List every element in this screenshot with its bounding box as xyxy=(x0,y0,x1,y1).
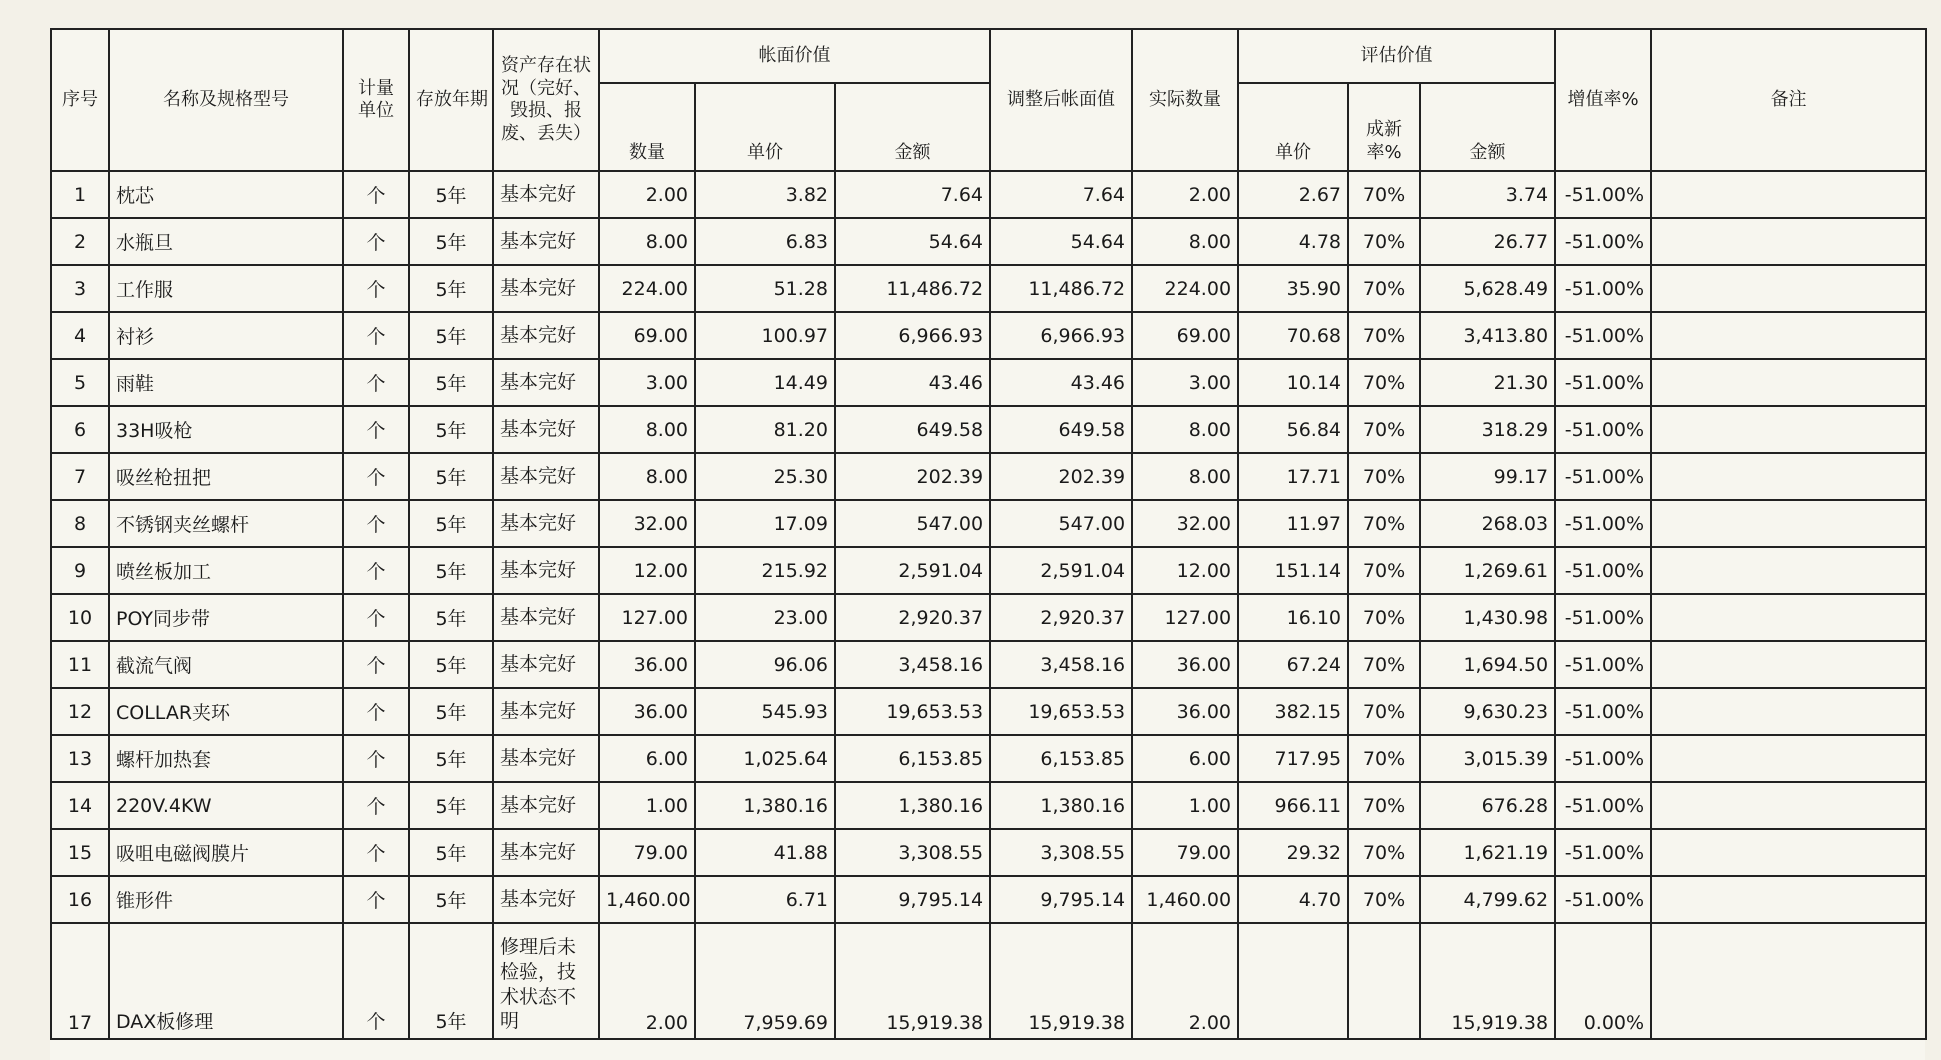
header-seq: 序号 xyxy=(51,29,109,171)
book-qty-cell: 2.00 xyxy=(599,923,695,1039)
eval-amount-cell: 3,015.39 xyxy=(1420,735,1555,782)
seq-cell: 7 xyxy=(51,453,109,500)
eval-amount-cell: 1,694.50 xyxy=(1420,641,1555,688)
eval-rate-cell: 70% xyxy=(1348,453,1420,500)
eval-amount-cell: 1,621.19 xyxy=(1420,829,1555,876)
adjusted-cell: 2,920.37 xyxy=(990,594,1132,641)
actual-qty-cell: 12.00 xyxy=(1132,547,1238,594)
book-qty-cell: 1,460.00 xyxy=(599,876,695,923)
eval-amount-cell: 9,630.23 xyxy=(1420,688,1555,735)
seq-cell: 13 xyxy=(51,735,109,782)
actual-qty-cell: 36.00 xyxy=(1132,688,1238,735)
remarks-cell xyxy=(1651,688,1926,735)
book-price-cell: 545.93 xyxy=(695,688,835,735)
eval-amount-cell: 99.17 xyxy=(1420,453,1555,500)
remarks-cell xyxy=(1651,359,1926,406)
book-price-cell: 3.82 xyxy=(695,171,835,218)
years-cell: 5年 xyxy=(409,547,493,594)
remarks-cell xyxy=(1651,876,1926,923)
remarks-cell xyxy=(1651,312,1926,359)
table-row xyxy=(51,500,1926,547)
eval-rate-cell: 70% xyxy=(1348,406,1420,453)
book-qty-cell: 3.00 xyxy=(599,359,695,406)
eval-price-cell xyxy=(1238,923,1348,1039)
unit-cell: 个 xyxy=(343,312,409,359)
table-row xyxy=(51,265,1926,312)
table-row xyxy=(51,218,1926,265)
adjusted-cell: 43.46 xyxy=(990,359,1132,406)
actual-qty-cell: 3.00 xyxy=(1132,359,1238,406)
actual-qty-cell: 8.00 xyxy=(1132,218,1238,265)
eval-price-cell: 4.70 xyxy=(1238,876,1348,923)
eval-price-cell: 11.97 xyxy=(1238,500,1348,547)
remarks-cell xyxy=(1651,782,1926,829)
book-amount-cell: 1,380.16 xyxy=(835,782,990,829)
eval-price-cell: 4.78 xyxy=(1238,218,1348,265)
table-row xyxy=(51,688,1926,735)
adjusted-cell: 11,486.72 xyxy=(990,265,1132,312)
table-row xyxy=(51,735,1926,782)
header-increase-rate: 增值率% xyxy=(1555,29,1651,171)
increase-rate-cell: 0.00% xyxy=(1555,923,1651,1039)
header-years: 存放年期 xyxy=(409,29,493,171)
name-cell: 喷丝板加工 xyxy=(109,547,343,594)
status-cell: 基本完好 xyxy=(493,500,599,547)
status-cell: 基本完好 xyxy=(493,406,599,453)
remarks-cell xyxy=(1651,500,1926,547)
book-qty-cell: 12.00 xyxy=(599,547,695,594)
actual-qty-cell: 127.00 xyxy=(1132,594,1238,641)
status-cell: 基本完好 xyxy=(493,359,599,406)
remarks-cell xyxy=(1651,735,1926,782)
years-cell: 5年 xyxy=(409,688,493,735)
increase-rate-cell: -51.00% xyxy=(1555,782,1651,829)
eval-amount-cell: 3.74 xyxy=(1420,171,1555,218)
name-cell: 雨鞋 xyxy=(109,359,343,406)
adjusted-cell: 1,380.16 xyxy=(990,782,1132,829)
name-cell: 锥形件 xyxy=(109,876,343,923)
book-price-cell: 1,025.64 xyxy=(695,735,835,782)
name-cell: DAX板修理 xyxy=(109,923,343,1039)
remarks-cell xyxy=(1651,923,1926,1039)
seq-cell: 8 xyxy=(51,500,109,547)
eval-amount-cell: 21.30 xyxy=(1420,359,1555,406)
eval-rate-cell: 70% xyxy=(1348,735,1420,782)
years-cell: 5年 xyxy=(409,171,493,218)
remarks-cell xyxy=(1651,641,1926,688)
book-price-cell: 41.88 xyxy=(695,829,835,876)
eval-price-cell: 966.11 xyxy=(1238,782,1348,829)
unit-cell: 个 xyxy=(343,923,409,1039)
book-amount-cell: 3,308.55 xyxy=(835,829,990,876)
name-cell: 不锈钢夹丝螺杆 xyxy=(109,500,343,547)
unit-cell: 个 xyxy=(343,782,409,829)
book-qty-cell: 8.00 xyxy=(599,218,695,265)
remarks-cell xyxy=(1651,453,1926,500)
status-cell: 修理后未检验，技术状态不明 xyxy=(493,923,599,1039)
eval-amount-cell: 1,430.98 xyxy=(1420,594,1555,641)
book-price-cell: 17.09 xyxy=(695,500,835,547)
eval-price-cell: 67.24 xyxy=(1238,641,1348,688)
book-amount-cell: 54.64 xyxy=(835,218,990,265)
remarks-cell xyxy=(1651,594,1926,641)
actual-qty-cell: 1,460.00 xyxy=(1132,876,1238,923)
eval-price-cell: 151.14 xyxy=(1238,547,1348,594)
table-row xyxy=(51,594,1926,641)
remarks-cell xyxy=(1651,547,1926,594)
book-price-cell: 14.49 xyxy=(695,359,835,406)
increase-rate-cell: -51.00% xyxy=(1555,594,1651,641)
eval-rate-cell xyxy=(1348,923,1420,1039)
book-qty-cell: 2.00 xyxy=(599,171,695,218)
book-qty-cell: 32.00 xyxy=(599,500,695,547)
book-price-cell: 6.71 xyxy=(695,876,835,923)
name-cell: POY同步带 xyxy=(109,594,343,641)
book-price-cell: 1,380.16 xyxy=(695,782,835,829)
table-row xyxy=(51,453,1926,500)
name-cell: 工作服 xyxy=(109,265,343,312)
increase-rate-cell: -51.00% xyxy=(1555,547,1651,594)
eval-rate-cell: 70% xyxy=(1348,265,1420,312)
table-body xyxy=(51,171,1926,1039)
eval-price-cell: 382.15 xyxy=(1238,688,1348,735)
eval-amount-cell: 4,799.62 xyxy=(1420,876,1555,923)
status-cell: 基本完好 xyxy=(493,547,599,594)
table-row xyxy=(51,782,1926,829)
actual-qty-cell: 224.00 xyxy=(1132,265,1238,312)
header-book-amount: 金额 xyxy=(835,83,990,171)
seq-cell: 5 xyxy=(51,359,109,406)
book-amount-cell: 15,919.38 xyxy=(835,923,990,1039)
status-cell: 基本完好 xyxy=(493,641,599,688)
book-price-cell: 23.00 xyxy=(695,594,835,641)
eval-price-cell: 29.32 xyxy=(1238,829,1348,876)
eval-rate-cell: 70% xyxy=(1348,218,1420,265)
seq-cell: 2 xyxy=(51,218,109,265)
table-row xyxy=(51,406,1926,453)
years-cell: 5年 xyxy=(409,641,493,688)
table-row xyxy=(51,641,1926,688)
actual-qty-cell: 32.00 xyxy=(1132,500,1238,547)
eval-rate-cell: 70% xyxy=(1348,641,1420,688)
increase-rate-cell: -51.00% xyxy=(1555,688,1651,735)
name-cell: 吸丝枪扭把 xyxy=(109,453,343,500)
remarks-cell xyxy=(1651,218,1926,265)
book-amount-cell: 2,591.04 xyxy=(835,547,990,594)
increase-rate-cell: -51.00% xyxy=(1555,406,1651,453)
unit-cell: 个 xyxy=(343,500,409,547)
header-actual-qty: 实际数量 xyxy=(1132,29,1238,171)
years-cell: 5年 xyxy=(409,735,493,782)
eval-price-cell: 35.90 xyxy=(1238,265,1348,312)
eval-rate-cell: 70% xyxy=(1348,782,1420,829)
book-price-cell: 7,959.69 xyxy=(695,923,835,1039)
book-price-cell: 100.97 xyxy=(695,312,835,359)
name-cell: 吸咀电磁阀膜片 xyxy=(109,829,343,876)
table-row xyxy=(51,829,1926,876)
book-price-cell: 6.83 xyxy=(695,218,835,265)
unit-cell: 个 xyxy=(343,359,409,406)
name-cell: 截流气阀 xyxy=(109,641,343,688)
increase-rate-cell: -51.00% xyxy=(1555,735,1651,782)
eval-amount-cell: 676.28 xyxy=(1420,782,1555,829)
increase-rate-cell: -51.00% xyxy=(1555,312,1651,359)
asset-valuation-sheet xyxy=(50,28,1925,1060)
name-cell: 螺杆加热套 xyxy=(109,735,343,782)
eval-rate-cell: 70% xyxy=(1348,829,1420,876)
eval-price-cell: 70.68 xyxy=(1238,312,1348,359)
increase-rate-cell: -51.00% xyxy=(1555,265,1651,312)
header-eval-amount: 金额 xyxy=(1420,83,1555,171)
years-cell: 5年 xyxy=(409,453,493,500)
seq-cell: 6 xyxy=(51,406,109,453)
book-amount-cell: 649.58 xyxy=(835,406,990,453)
eval-amount-cell: 3,413.80 xyxy=(1420,312,1555,359)
book-qty-cell: 79.00 xyxy=(599,829,695,876)
name-cell: COLLAR夹环 xyxy=(109,688,343,735)
eval-rate-cell: 70% xyxy=(1348,359,1420,406)
actual-qty-cell: 79.00 xyxy=(1132,829,1238,876)
eval-rate-cell: 70% xyxy=(1348,171,1420,218)
seq-cell: 10 xyxy=(51,594,109,641)
book-amount-cell: 7.64 xyxy=(835,171,990,218)
book-qty-cell: 6.00 xyxy=(599,735,695,782)
table-row xyxy=(51,171,1926,218)
actual-qty-cell: 69.00 xyxy=(1132,312,1238,359)
years-cell: 5年 xyxy=(409,312,493,359)
book-amount-cell: 2,920.37 xyxy=(835,594,990,641)
asset-valuation-table xyxy=(50,28,1927,1040)
eval-amount-cell: 1,269.61 xyxy=(1420,547,1555,594)
status-cell: 基本完好 xyxy=(493,829,599,876)
header-book-price: 单价 xyxy=(695,83,835,171)
eval-rate-cell: 70% xyxy=(1348,500,1420,547)
book-amount-cell: 202.39 xyxy=(835,453,990,500)
eval-price-cell: 2.67 xyxy=(1238,171,1348,218)
unit-cell: 个 xyxy=(343,547,409,594)
status-cell: 基本完好 xyxy=(493,782,599,829)
eval-rate-cell: 70% xyxy=(1348,594,1420,641)
unit-cell: 个 xyxy=(343,735,409,782)
unit-cell: 个 xyxy=(343,406,409,453)
seq-cell: 1 xyxy=(51,171,109,218)
book-price-cell: 96.06 xyxy=(695,641,835,688)
increase-rate-cell: -51.00% xyxy=(1555,359,1651,406)
table-row xyxy=(51,923,1926,1039)
actual-qty-cell: 8.00 xyxy=(1132,453,1238,500)
seq-cell: 9 xyxy=(51,547,109,594)
table-row xyxy=(51,359,1926,406)
eval-amount-cell: 268.03 xyxy=(1420,500,1555,547)
years-cell: 5年 xyxy=(409,265,493,312)
book-qty-cell: 127.00 xyxy=(599,594,695,641)
increase-rate-cell: -51.00% xyxy=(1555,171,1651,218)
years-cell: 5年 xyxy=(409,500,493,547)
header-book-qty: 数量 xyxy=(599,83,695,171)
eval-rate-cell: 70% xyxy=(1348,688,1420,735)
years-cell: 5年 xyxy=(409,406,493,453)
adjusted-cell: 9,795.14 xyxy=(990,876,1132,923)
book-qty-cell: 224.00 xyxy=(599,265,695,312)
years-cell: 5年 xyxy=(409,359,493,406)
eval-price-cell: 56.84 xyxy=(1238,406,1348,453)
adjusted-cell: 15,919.38 xyxy=(990,923,1132,1039)
book-amount-cell: 43.46 xyxy=(835,359,990,406)
unit-cell: 个 xyxy=(343,453,409,500)
header-adjusted: 调整后帐面值 xyxy=(990,29,1132,171)
header-name: 名称及规格型号 xyxy=(109,29,343,171)
increase-rate-cell: -51.00% xyxy=(1555,876,1651,923)
unit-cell: 个 xyxy=(343,641,409,688)
unit-cell: 个 xyxy=(343,829,409,876)
increase-rate-cell: -51.00% xyxy=(1555,453,1651,500)
seq-cell: 14 xyxy=(51,782,109,829)
years-cell: 5年 xyxy=(409,829,493,876)
eval-amount-cell: 15,919.38 xyxy=(1420,923,1555,1039)
table-row xyxy=(51,876,1926,923)
years-cell: 5年 xyxy=(409,923,493,1039)
eval-price-cell: 17.71 xyxy=(1238,453,1348,500)
increase-rate-cell: -51.00% xyxy=(1555,641,1651,688)
eval-amount-cell: 26.77 xyxy=(1420,218,1555,265)
book-qty-cell: 36.00 xyxy=(599,641,695,688)
adjusted-cell: 547.00 xyxy=(990,500,1132,547)
unit-cell: 个 xyxy=(343,218,409,265)
eval-amount-cell: 5,628.49 xyxy=(1420,265,1555,312)
seq-cell: 16 xyxy=(51,876,109,923)
header-eval-rate: 成新率% xyxy=(1348,83,1420,171)
adjusted-cell: 3,308.55 xyxy=(990,829,1132,876)
increase-rate-cell: -51.00% xyxy=(1555,829,1651,876)
actual-qty-cell: 2.00 xyxy=(1132,171,1238,218)
status-cell: 基本完好 xyxy=(493,171,599,218)
book-amount-cell: 6,966.93 xyxy=(835,312,990,359)
book-amount-cell: 3,458.16 xyxy=(835,641,990,688)
name-cell: 水瓶旦 xyxy=(109,218,343,265)
book-amount-cell: 19,653.53 xyxy=(835,688,990,735)
status-cell: 基本完好 xyxy=(493,218,599,265)
seq-cell: 11 xyxy=(51,641,109,688)
book-qty-cell: 8.00 xyxy=(599,453,695,500)
adjusted-cell: 649.58 xyxy=(990,406,1132,453)
adjusted-cell: 3,458.16 xyxy=(990,641,1132,688)
eval-price-cell: 16.10 xyxy=(1238,594,1348,641)
book-amount-cell: 547.00 xyxy=(835,500,990,547)
header-status: 资产存在状况（完好、毁损、报废、丢失） xyxy=(493,29,599,171)
adjusted-cell: 19,653.53 xyxy=(990,688,1132,735)
eval-price-cell: 717.95 xyxy=(1238,735,1348,782)
header-eval-value: 评估价值 xyxy=(1238,29,1555,83)
status-cell: 基本完好 xyxy=(493,312,599,359)
seq-cell: 15 xyxy=(51,829,109,876)
name-cell: 33H吸枪 xyxy=(109,406,343,453)
eval-price-cell: 10.14 xyxy=(1238,359,1348,406)
adjusted-cell: 202.39 xyxy=(990,453,1132,500)
adjusted-cell: 2,591.04 xyxy=(990,547,1132,594)
seq-cell: 3 xyxy=(51,265,109,312)
header-eval-price: 单价 xyxy=(1238,83,1348,171)
adjusted-cell: 54.64 xyxy=(990,218,1132,265)
status-cell: 基本完好 xyxy=(493,876,599,923)
remarks-cell xyxy=(1651,171,1926,218)
unit-cell: 个 xyxy=(343,688,409,735)
book-qty-cell: 69.00 xyxy=(599,312,695,359)
book-amount-cell: 9,795.14 xyxy=(835,876,990,923)
eval-rate-cell: 70% xyxy=(1348,547,1420,594)
actual-qty-cell: 6.00 xyxy=(1132,735,1238,782)
eval-amount-cell: 318.29 xyxy=(1420,406,1555,453)
actual-qty-cell: 36.00 xyxy=(1132,641,1238,688)
seq-cell: 12 xyxy=(51,688,109,735)
status-cell: 基本完好 xyxy=(493,735,599,782)
remarks-cell xyxy=(1651,829,1926,876)
book-qty-cell: 1.00 xyxy=(599,782,695,829)
book-amount-cell: 6,153.85 xyxy=(835,735,990,782)
book-amount-cell: 11,486.72 xyxy=(835,265,990,312)
book-qty-cell: 36.00 xyxy=(599,688,695,735)
actual-qty-cell: 2.00 xyxy=(1132,923,1238,1039)
remarks-cell xyxy=(1651,265,1926,312)
unit-cell: 个 xyxy=(343,594,409,641)
years-cell: 5年 xyxy=(409,782,493,829)
unit-cell: 个 xyxy=(343,265,409,312)
eval-rate-cell: 70% xyxy=(1348,312,1420,359)
book-price-cell: 81.20 xyxy=(695,406,835,453)
eval-rate-cell: 70% xyxy=(1348,876,1420,923)
increase-rate-cell: -51.00% xyxy=(1555,500,1651,547)
header-unit: 计量单位 xyxy=(343,29,409,171)
book-price-cell: 215.92 xyxy=(695,547,835,594)
book-price-cell: 51.28 xyxy=(695,265,835,312)
actual-qty-cell: 1.00 xyxy=(1132,782,1238,829)
table-row xyxy=(51,312,1926,359)
name-cell: 枕芯 xyxy=(109,171,343,218)
increase-rate-cell: -51.00% xyxy=(1555,218,1651,265)
status-cell: 基本完好 xyxy=(493,688,599,735)
actual-qty-cell: 8.00 xyxy=(1132,406,1238,453)
name-cell: 220V.4KW xyxy=(109,782,343,829)
years-cell: 5年 xyxy=(409,594,493,641)
unit-cell: 个 xyxy=(343,171,409,218)
book-price-cell: 25.30 xyxy=(695,453,835,500)
adjusted-cell: 6,153.85 xyxy=(990,735,1132,782)
status-cell: 基本完好 xyxy=(493,453,599,500)
remarks-cell xyxy=(1651,406,1926,453)
seq-cell: 4 xyxy=(51,312,109,359)
unit-cell: 个 xyxy=(343,876,409,923)
status-cell: 基本完好 xyxy=(493,594,599,641)
book-qty-cell: 8.00 xyxy=(599,406,695,453)
adjusted-cell: 7.64 xyxy=(990,171,1132,218)
header-remarks: 备注 xyxy=(1651,29,1926,171)
status-cell: 基本完好 xyxy=(493,265,599,312)
years-cell: 5年 xyxy=(409,876,493,923)
years-cell: 5年 xyxy=(409,218,493,265)
table-row xyxy=(51,547,1926,594)
adjusted-cell: 6,966.93 xyxy=(990,312,1132,359)
seq-cell: 17 xyxy=(51,923,109,1039)
name-cell: 衬衫 xyxy=(109,312,343,359)
header-book-value: 帐面价值 xyxy=(599,29,990,83)
